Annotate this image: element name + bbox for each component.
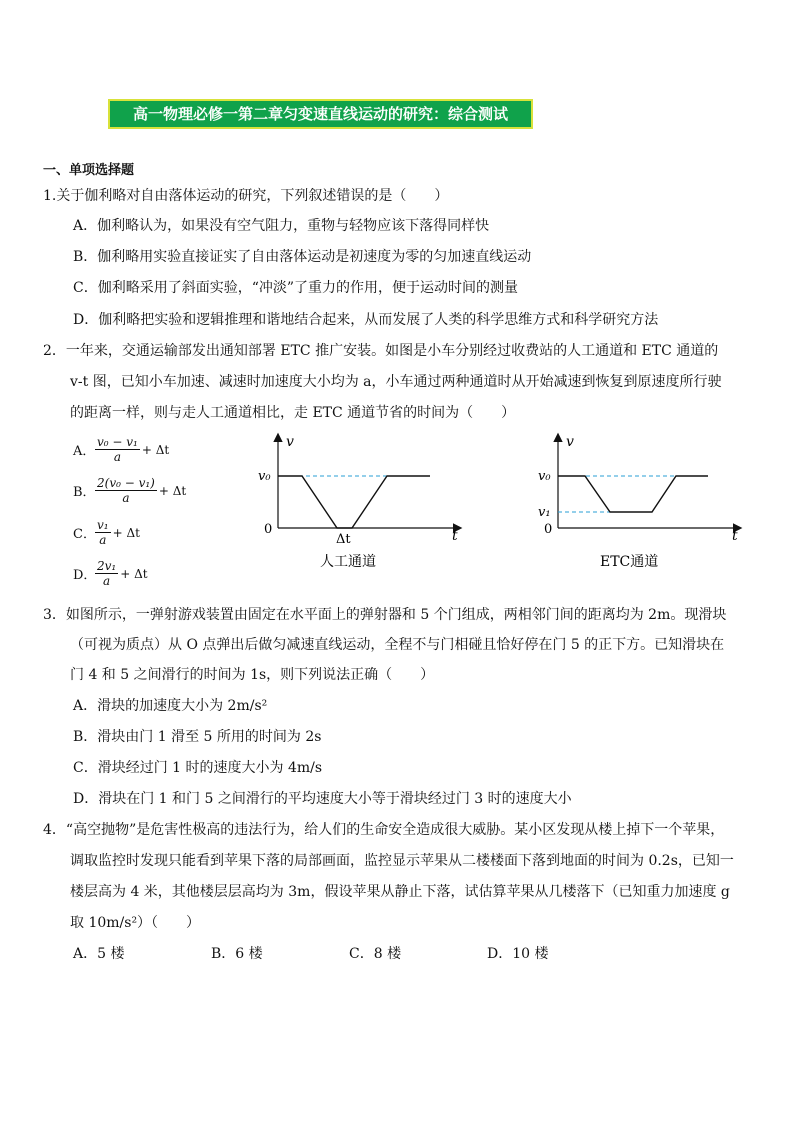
q3-option-c: C．滑块经过门 1 时的速度大小为 4m/s bbox=[73, 760, 323, 776]
q3-option-b: B．滑块由门 1 滑至 5 所用的时间为 2s bbox=[73, 729, 322, 745]
fraction: $\frac{\text{2(v₀ − v₁)}}{a}$ bbox=[97, 476, 155, 505]
v-axis-label: v bbox=[286, 434, 294, 450]
fraction: $\frac{\text{v₁}}{a}$ bbox=[97, 518, 109, 547]
q3-option-d: D．滑块在门 1 和门 5 之间滑行的平均速度大小等于滑块经过门 3 时的速度大小 bbox=[73, 791, 572, 807]
origin-label: 0 bbox=[264, 522, 273, 537]
v-axis-label: v bbox=[566, 434, 574, 450]
q3-stem-line3: 门 4 和 5 之间滑行的时间为 1s，则下列说法正确（ ） bbox=[70, 667, 435, 683]
page-title: 高一物理必修一第二章匀变速直线运动的研究：综合测试 bbox=[108, 99, 533, 129]
q1-option-d: D．伽利略把实验和逻辑推理和谐地结合起来，从而发展了人类的科学思维方式和科学研究方法 bbox=[73, 312, 659, 328]
q4-stem-line2: 调取监控时发现只能看到苹果下落的局部画面，监控显示苹果从二楼楼面下落到地面的时间为 0.2s，已知一 bbox=[70, 853, 734, 869]
q4-stem-line3: 楼层高为 4 米，其他楼层层高均为 3m，假设苹果从静止下落，试估算苹果从几楼落下（已知重力加速度 g bbox=[70, 884, 730, 900]
q3-stem-line1: 3．如图所示，一弹射游戏装置由固定在水平面上的弹射器和 5 个门组成，两相邻门间的距离均为 2m。现滑块 bbox=[43, 607, 727, 623]
t-axis-label: t bbox=[732, 528, 738, 544]
v0-label: v₀ bbox=[538, 469, 551, 484]
vt-graph-manual bbox=[250, 430, 470, 575]
origin-label: 0 bbox=[544, 522, 553, 537]
velocity-line bbox=[558, 476, 708, 512]
q4-stem-line1: 4．“高空抛物”是危害性极高的违法行为，给人们的生命安全造成很大威胁。某小区发现从楼上掉下一个苹果， bbox=[43, 822, 725, 838]
q4-option-b: B．6 楼 bbox=[211, 946, 263, 962]
v1-label: v₁ bbox=[538, 505, 551, 520]
q4-option-d: D．10 楼 bbox=[487, 946, 549, 962]
q3-stem-line2: （可视为质点）从 O 点弹出后做匀减速直线运动，全程不与门相碰且恰好停在门 5 的正下方。已知滑块在 bbox=[70, 637, 725, 653]
q4-stem-line4: 取 10m/s²）（ ） bbox=[70, 915, 201, 931]
q2-stem-line1: 2．一年来，交通运输部发出通知部署 ETC 推广安装。如图是小车分别经过收费站的人工通道和 ETC 通道的 bbox=[43, 343, 719, 359]
section-heading: 一、单项选择题 bbox=[43, 163, 135, 178]
q2-option-a: A． $\frac{\text{v₀ − v₁}}{a}$ + Δt bbox=[73, 435, 170, 464]
q1-option-c: C．伽利略采用了斜面实验，“冲淡”了重力的作用，便于运动时间的测量 bbox=[73, 280, 519, 296]
velocity-line bbox=[278, 476, 430, 528]
q2-option-b: B． $\frac{\text{2(v₀ − v₁)}}{a}$ + Δt bbox=[73, 476, 187, 505]
q2-stem-line3: 的距离一样，则与走人工通道相比，走 ETC 通道节省的时间为（ ） bbox=[70, 405, 516, 421]
q2-stem-line2: v-t 图，已知小车加速、减速时加速度大小均为 a，小车通过两种通道时从开始减速到恢复到原速度所行驶 bbox=[70, 374, 722, 390]
q2-option-d: D． $\frac{\text{2v₁}}{a}$ + Δt bbox=[73, 559, 148, 588]
vt-graph-etc bbox=[530, 430, 750, 575]
fraction: $\frac{\text{v₀ − v₁}}{a}$ bbox=[97, 435, 138, 464]
v0-label: v₀ bbox=[258, 469, 271, 484]
q1-stem: 1.关于伽利略对自由落体运动的研究，下列叙述错误的是（ ） bbox=[43, 188, 449, 204]
q1-option-a: A．伽利略认为，如果没有空气阻力，重物与轻物应该下落得同样快 bbox=[73, 218, 490, 234]
q2-option-c: C． $\frac{\text{v₁}}{a}$ + Δt bbox=[73, 518, 140, 547]
dt-label: Δt bbox=[336, 532, 351, 547]
q1-option-b: B．伽利略用实验直接证实了自由落体运动是初速度为零的匀加速直线运动 bbox=[73, 249, 532, 265]
graph-caption: 人工通道 bbox=[320, 554, 376, 570]
graph-caption: ETC通道 bbox=[600, 554, 659, 570]
fraction: $\frac{\text{2v₁}}{a}$ bbox=[97, 559, 117, 588]
q4-option-a: A．5 楼 bbox=[73, 946, 125, 962]
t-axis-label: t bbox=[452, 528, 458, 544]
q3-option-a: A．滑块的加速度大小为 2m/s² bbox=[73, 698, 268, 714]
q4-option-c: C．8 楼 bbox=[349, 946, 402, 962]
